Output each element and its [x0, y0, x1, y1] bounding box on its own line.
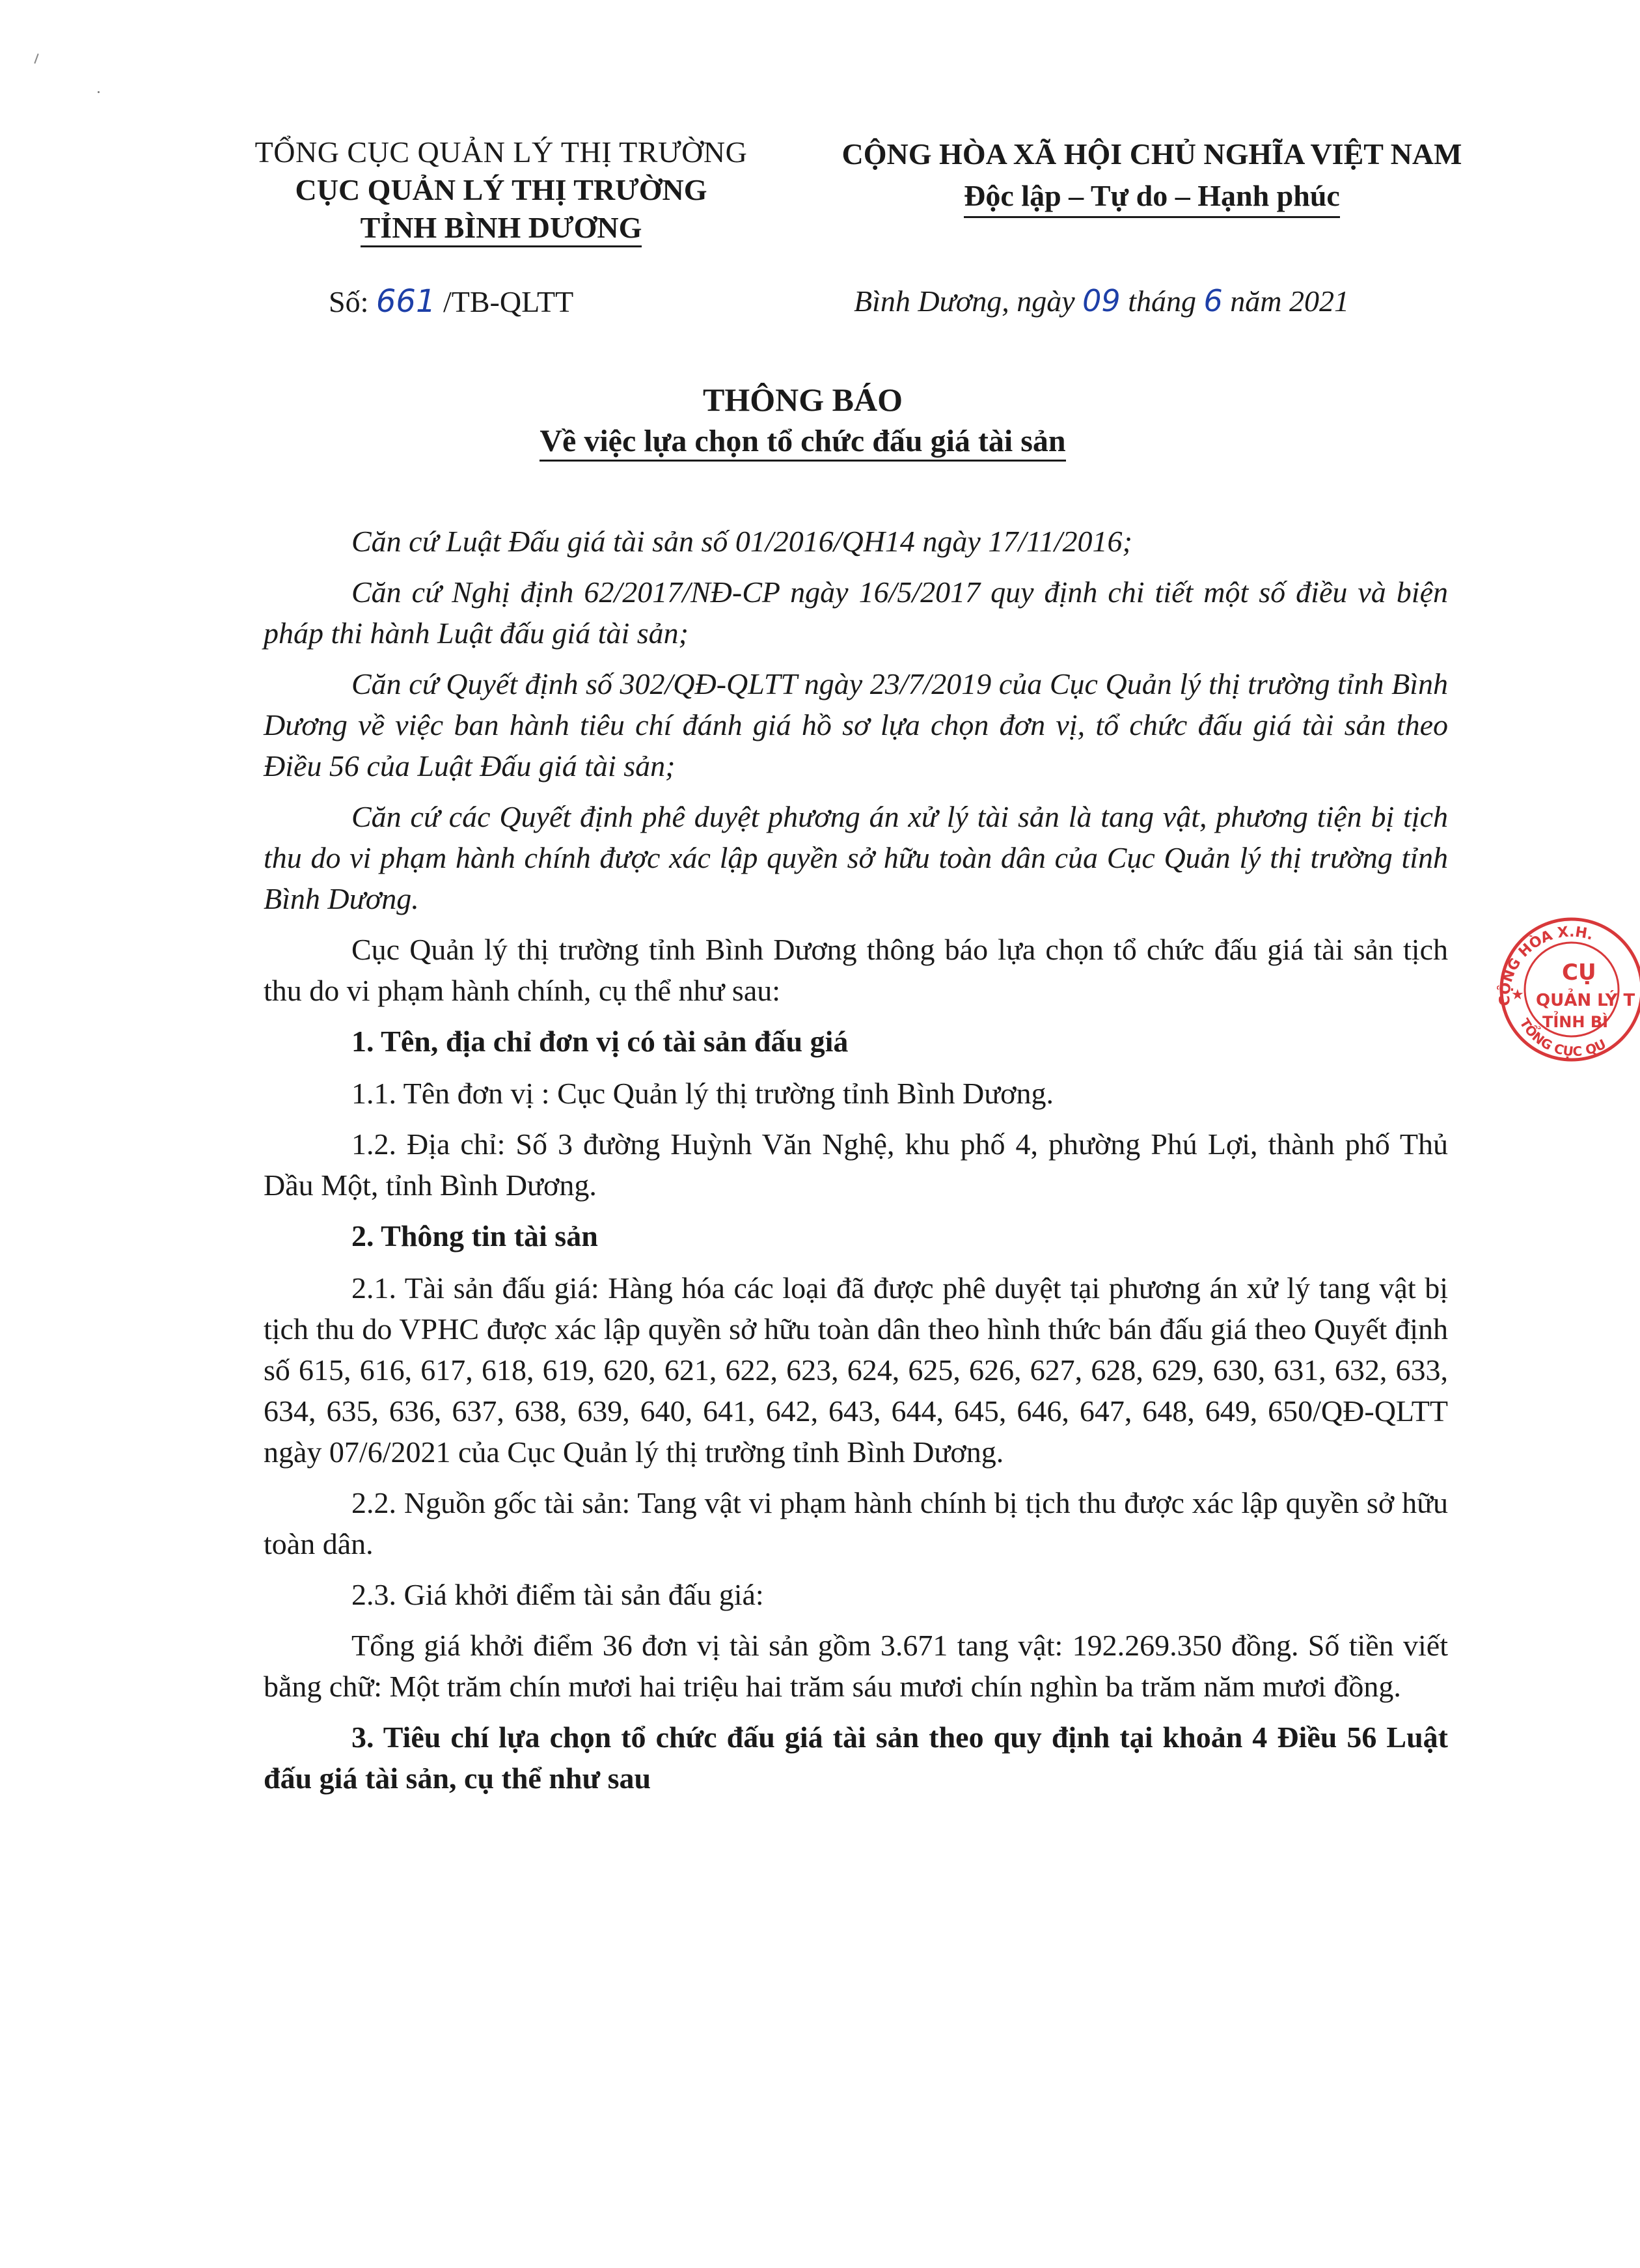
- seal-top-text: CỘNG HÒA X.H.: [1497, 924, 1596, 1006]
- parent-agency: TỔNG CỤC QUẢN LÝ THỊ TRƯỜNG: [254, 135, 748, 169]
- subsection-1-2: 1.2. Địa chỉ: Số 3 đường Huỳnh Văn Nghệ, khu phố 4, phường Phú Lợi, thành phố Thủ Dầu Một, tỉnh Bình Dương.: [264, 1127, 1448, 1202]
- seal-star-icon: ★: [1511, 987, 1524, 1003]
- basis-paragraph: Căn cứ Luật Đấu giá tài sản số 01/2016/QH14 ngày 17/11/2016;: [351, 525, 1132, 558]
- document-title: THÔNG BÁO: [703, 381, 903, 418]
- scan-speck: [98, 91, 100, 93]
- document-subtitle: Về việc lựa chọn tổ chức đấu giá tài sản: [540, 424, 1065, 462]
- seal-bottom-text: TỔNG CỤC QU: [1516, 1016, 1609, 1060]
- seal-line-1: CỤ: [1562, 960, 1596, 986]
- national-header: [807, 133, 1497, 217]
- subsection-2-3-detail: Tổng giá khởi điểm 36 đơn vị tài sản gồm 3.671 tang vật: 192.269.350 đồng. Số tiền viết bằng chữ: Một trăm chín mươi hai triệu hai trăm sáu mươi chín nghìn ba trăm năm mươi đồng.: [264, 1629, 1448, 1703]
- handwritten-month: 6: [1203, 283, 1223, 318]
- subsection-1-1: 1.1. Tên đơn vị : Cục Quản lý thị trường tỉnh Bình Dương.: [351, 1077, 1054, 1110]
- document-body: [264, 521, 1448, 1810]
- basis-paragraph: Căn cứ các Quyết định phê duyệt phương án xử lý tài sản là tang vật, phương tiện bị tịch thu do vi phạm hành chính được xác lập quyền sở hữu toàn dân của Cục Quản lý thị trường tỉnh Bình Dương.: [264, 800, 1448, 915]
- basis-paragraph: Căn cứ Quyết định số 302/QĐ-QLTT ngày 23/7/2019 của Cục Quản lý thị trường tỉnh Bình Dương về việc ban hành tiêu chí đánh giá hồ sơ lựa chọn đơn vị, tổ chức đấu giá tài sản theo Điều 56 của Luật Đấu giá tài sản;: [264, 667, 1448, 782]
- handwritten-number: 661: [376, 283, 436, 320]
- national-motto: Độc lập – Tự do – Hạnh phúc: [964, 179, 1340, 218]
- agency-header: [215, 133, 787, 247]
- seal-line-2: QUẢN LÝ T: [1536, 991, 1635, 1010]
- section-heading-3: 3. Tiêu chí lựa chọn tổ chức đấu giá tài sản theo quy định tại khoản 4 Điều 56 Luật đấu giá tài sản, cụ thể như sau: [264, 1721, 1448, 1795]
- section-heading-1: 1. Tên, địa chỉ đơn vị có tài sản đấu giá: [351, 1025, 849, 1058]
- basis-paragraph: Căn cứ Nghị định 62/2017/NĐ-CP ngày 16/5/2017 quy định chi tiết một số điều và biện pháp thi hành Luật đấu giá tài sản;: [264, 575, 1448, 650]
- national-title: CỘNG HÒA XÃ HỘI CHỦ NGHĨA VIỆT NAM: [841, 137, 1462, 171]
- subsection-2-1: 2.1. Tài sản đấu giá: Hàng hóa các loại đã được phê duyệt tại phương án xử lý tang vật bị tịch thu do VPHC được xác lập quyền sở hữu toàn dân theo hình thức bán đấu giá theo Quyết định số 615, 616, 617, 618, 619, 620, 621, 622, 623, 624, 625, 626, 627, 628, 629, 630, 631, 632, 633, 634, 635, 636, 637, 638, 639, 640, 641, 642, 643, 644, 645, 646, 647, 648, 649, 650/QĐ-QLTT ngày 07/6/2021 của Cục Quản lý thị trường tỉnh Bình Dương.: [264, 1271, 1448, 1469]
- document-date: Bình Dương, ngày 09 tháng 6 năm 2021: [854, 283, 1349, 318]
- handwritten-day: 09: [1082, 283, 1121, 318]
- official-seal: [1484, 908, 1640, 1064]
- document-number: Số: 661 /TB-QLTT: [329, 283, 574, 320]
- section-heading-2: 2. Thông tin tài sản: [351, 1219, 598, 1252]
- subsection-2-2: 2.2. Nguồn gốc tài sản: Tang vật vi phạm hành chính bị tịch thu được xác lập quyền sở hữu toàn dân.: [264, 1486, 1448, 1560]
- seal-line-3: TỈNH BÌ: [1542, 1013, 1609, 1031]
- agency-name: CỤC QUẢN LÝ THỊ TRƯỜNG: [295, 173, 707, 206]
- agency-province: TỈNH BÌNH DƯƠNG: [361, 211, 642, 247]
- intro-paragraph: Cục Quản lý thị trường tỉnh Bình Dương thông báo lựa chọn tổ chức đấu giá tài sản tịch thu do vi phạm hành chính, cụ thể như sau:: [264, 933, 1448, 1007]
- subsection-2-3: 2.3. Giá khởi điểm tài sản đấu giá:: [351, 1578, 764, 1611]
- scan-mark: [34, 53, 38, 64]
